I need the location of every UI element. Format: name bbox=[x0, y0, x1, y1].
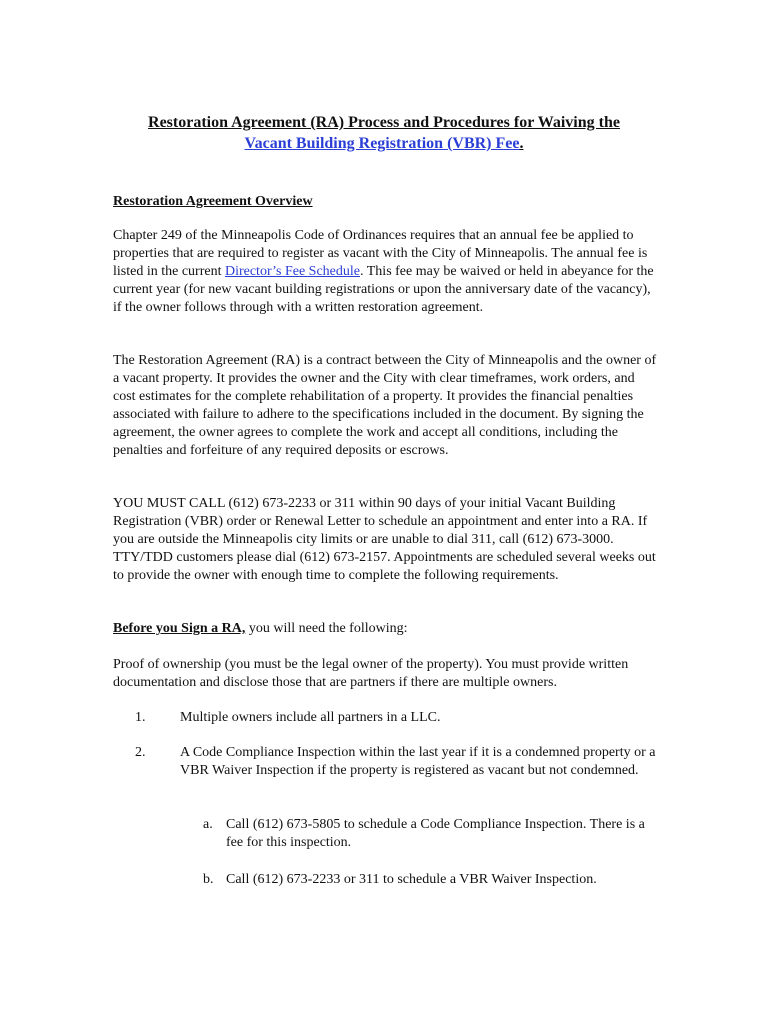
paragraph-1-end: . This fee may be waived or held in abeyance for the current year (for new vacant building registrations or upon the anniversary date of the vacancy), if the owner follows through with a written restoration agreement. bbox=[113, 264, 654, 315]
title-period: . bbox=[519, 135, 524, 152]
sublist-marker: b. bbox=[203, 872, 214, 887]
before-sign-rest: you will need the following: bbox=[245, 621, 408, 636]
vbr-fee-link[interactable]: Vacant Building Registration (VBR) Fee bbox=[244, 135, 520, 152]
sublist-item: Call (612) 673-2233 or 311 to schedule a VBR Waiver Inspection. bbox=[226, 872, 597, 887]
list-item: A Code Compliance Inspection within the last year if it is a condemned property or a VBR Waiver Inspection if the property is registered as vacant but not condemned. bbox=[180, 745, 656, 778]
sublist-item: Call (612) 673-5805 to schedule a Code Compliance Inspection. There is a fee for this inspection. bbox=[226, 817, 645, 850]
directors-fee-schedule-link[interactable]: Director’s Fee Schedule bbox=[224, 264, 360, 279]
section-heading: Restoration Agreement Overview bbox=[113, 194, 313, 209]
paragraph-must-call: YOU MUST CALL (612) 673-2233 or 311 within 90 days of your initial Vacant Building Registration (VBR) order or Renewal Letter to schedule an appointment and enter into a RA. If you are outside the Minneapolis city limits or are unable to dial 311, call (612) 673-3000. TTY/TDD customers please dial (612) 673-2157. Appointments are scheduled several weeks out to provide the owner with enough time to complete the following requirements. bbox=[113, 496, 656, 583]
list-marker: 2. bbox=[135, 745, 146, 760]
paragraph-before-sign bbox=[113, 620, 658, 638]
paragraph-ra-contract: The Restoration Agreement (RA) is a contract between the City of Minneapolis and the owner of a vacant property. It provides the owner and the City with clear timeframes, work orders, and cost estimates for the complete rehabilitation of a property. It provides the financial penalties associated with failure to adhere to the specifications included in the document. By signing the agreement, the owner agrees to complete the work and accept all conditions, including the penalties and forfeiture of any required deposits or escrows. bbox=[113, 353, 657, 458]
title-line-1: Restoration Agreement (RA) Process and Procedures for Waiving the bbox=[148, 114, 620, 131]
list-item: Multiple owners include all partners in a LLC. bbox=[180, 710, 441, 725]
paragraph-proof-of-ownership: Proof of ownership (you must be the legal owner of the property). You must provide written documentation and disclose those that are partners if there are multiple owners. bbox=[113, 657, 629, 690]
paragraph-1-start: Chapter 249 of the Minneapolis Code of Ordinances requires that an annual fee be applied to properties that are required to register as vacant with the City of Minneapolis. The annual fee is listed in the current bbox=[113, 228, 648, 279]
paragraph-chapter-249 bbox=[113, 227, 658, 317]
sublist-marker: a. bbox=[203, 817, 213, 832]
document-title bbox=[100, 112, 668, 154]
list-marker: 1. bbox=[135, 710, 146, 725]
before-sign-heading: Before you Sign a RA, bbox=[113, 621, 246, 636]
